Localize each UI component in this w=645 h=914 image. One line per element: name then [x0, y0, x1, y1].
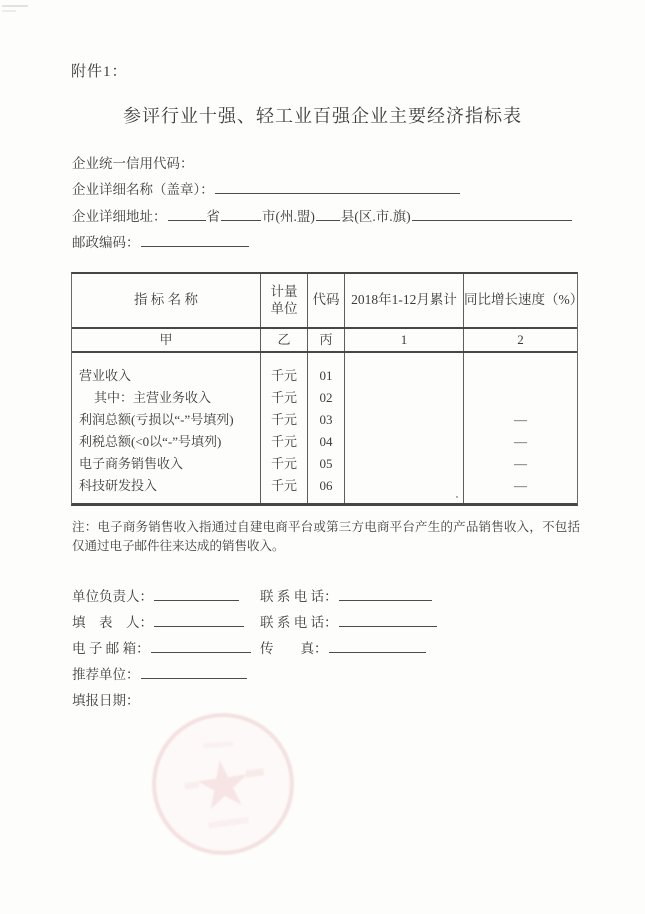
value-cell: [345, 453, 463, 475]
col-code-bing: 丙: [308, 329, 345, 351]
contact-section: [72, 585, 532, 715]
scan-speck: [456, 496, 458, 498]
contact-row: [72, 585, 532, 605]
unit-cell: 千元: [270, 434, 297, 449]
contact-row: [72, 663, 532, 683]
preparer-label: 填 表 人：: [72, 615, 153, 630]
unit-cell: 千元: [270, 368, 297, 383]
fax-blank: [329, 638, 426, 653]
contact-row: [72, 637, 532, 657]
indicator-name: 利税总额(<0以“-”号填列): [79, 434, 222, 449]
company-name-label: 企业详细名称（盖章）：: [72, 182, 214, 197]
code-cell: 06: [319, 478, 333, 493]
company-name-blank: [215, 179, 460, 194]
postal-code-label: 邮政编码：: [72, 235, 140, 250]
indicator-name: 科技研发投入: [79, 478, 158, 493]
scan-artifact: [2, 5, 28, 15]
value-cell: [345, 475, 463, 497]
credit-code-label: 企业统一信用代码：: [72, 156, 194, 171]
indicators-table: [71, 272, 584, 506]
footnote: 注：电子商务销售收入指通过自建电商平台或第三方电商平台产生的产品销售收入，不包括仅通过电子邮件往来达成的销售收入。: [72, 520, 580, 553]
attachment-label: 附件1：: [71, 64, 128, 80]
indicator-name-column: [72, 353, 261, 503]
table-body: [72, 353, 577, 503]
code-cell: 01: [319, 368, 333, 383]
fill-date-label: 填报日期：: [72, 693, 140, 708]
growth-cell: —: [514, 434, 527, 449]
column-code-row: [72, 329, 577, 353]
email-blank: [151, 638, 251, 653]
preparer-blank: [154, 612, 244, 627]
unit-cell: 千元: [270, 478, 297, 493]
unit-cell: 千元: [270, 456, 297, 471]
growth-cell: —: [514, 412, 527, 427]
header-code: 代码: [308, 274, 345, 327]
contact-row: [72, 611, 532, 631]
address-line: [72, 205, 573, 225]
indicator-name: 其中：主营业务收入: [94, 390, 212, 405]
recommender-label: 推荐单位：: [72, 667, 140, 682]
fax-label: 传 真：: [260, 641, 328, 656]
email-label: 电 子 邮 箱：: [72, 641, 150, 656]
postal-code-line: [72, 231, 250, 251]
code-cell: 05: [319, 456, 333, 471]
value-cell: [345, 431, 463, 453]
indicator-name: 利润总额(亏损以“-”号填列): [79, 412, 234, 427]
phone-label: 联 系 电 话：: [260, 589, 338, 604]
city-label: 市(州.盟): [262, 209, 315, 224]
code-cell: 03: [319, 412, 333, 427]
cumulative-value-column: [345, 353, 464, 503]
code-column: [308, 353, 345, 503]
address-detail-blank: [412, 206, 572, 221]
value-cell: [345, 409, 463, 431]
table-header-row: [72, 274, 584, 329]
address-label: 企业详细地址：: [72, 209, 167, 224]
province-label: 省: [206, 209, 220, 224]
header-growth: 同比增长速度（%）: [464, 292, 584, 308]
header-unit: 计量 单位: [261, 274, 308, 327]
growth-column: [464, 353, 577, 503]
phone-blank: [339, 586, 432, 601]
unit-cell: 千元: [270, 390, 297, 405]
col-code-jia: 甲: [72, 329, 261, 351]
postal-code-blank: [141, 232, 249, 247]
unit-cell: 千元: [270, 412, 297, 427]
province-blank: [168, 206, 206, 221]
form-title: 参评行业十强、轻工业百强企业主要经济指标表: [123, 106, 522, 126]
growth-cell: [464, 387, 577, 409]
county-blank: [316, 206, 340, 221]
unit-head-blank: [154, 586, 239, 601]
red-seal-stamp: [137, 698, 309, 870]
growth-cell: [464, 365, 577, 387]
city-blank: [221, 206, 261, 221]
col-code-2: 2: [517, 331, 524, 347]
county-label: 县(区.市.旗): [340, 209, 411, 224]
value-cell: [345, 365, 463, 387]
col-code-1: 1: [345, 329, 464, 351]
code-cell: 02: [319, 390, 333, 405]
code-cell: 04: [319, 434, 333, 449]
unit-column: [261, 353, 308, 503]
phone-blank: [339, 612, 437, 627]
header-indicator: 指 标 名 称: [72, 274, 261, 327]
indicator-name: 电子商务销售收入: [79, 456, 184, 471]
credit-code-line: [72, 152, 194, 172]
growth-cell: —: [514, 478, 527, 493]
growth-cell: —: [514, 456, 527, 471]
phone-label: 联 系 电 话：: [260, 615, 338, 630]
contact-row: [72, 689, 532, 709]
value-cell: [345, 387, 463, 409]
unit-head-label: 单位负责人：: [72, 589, 153, 604]
recommender-blank: [141, 664, 247, 679]
col-code-yi: 乙: [261, 329, 308, 351]
header-cumulative: 2018年1-12月累计: [345, 274, 464, 327]
company-name-line: [72, 178, 461, 198]
indicator-name: 营业收入: [79, 368, 132, 383]
